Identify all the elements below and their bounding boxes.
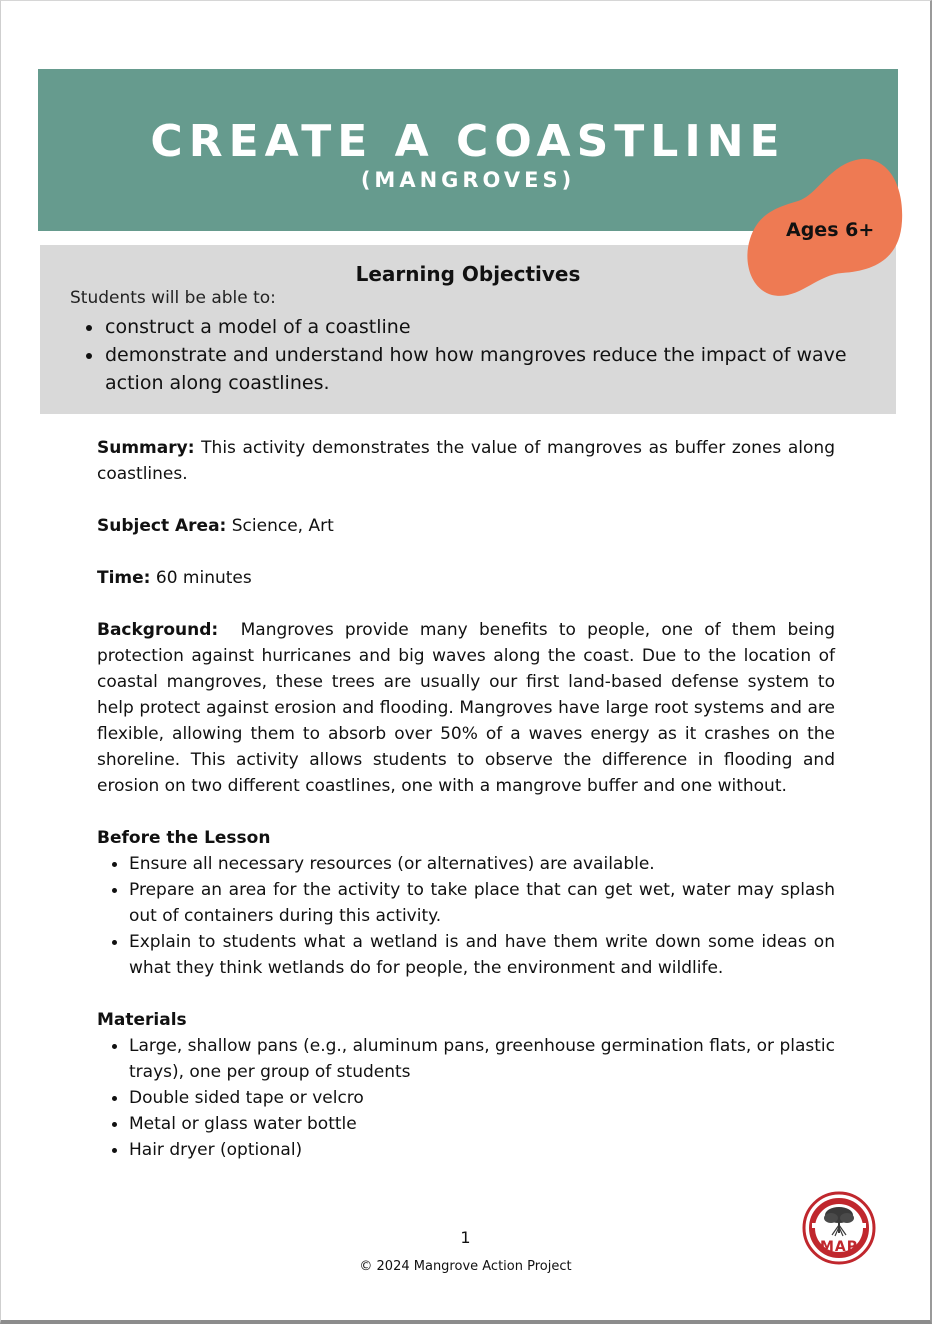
copyright-notice: © 2024 Mangrove Action Project	[359, 1259, 572, 1274]
background-text: Mangroves provide many benefits to people, one of them being protection against hurricanes and big waves along the coast. Due to the location of coastal mangroves, these trees are usually our first land-based defense system to help protect against erosion and flooding. Mangroves have large root systems and are flexible, allowing them to absorb over 50% of a waves energy as it crashes on the shoreline. This activity allows students to observe the difference in flooding and erosion on two different coastlines, one with a mangrove buffer and one without.	[97, 620, 835, 796]
list-item: Hair dryer (optional)	[97, 1137, 835, 1163]
materials-list	[97, 1033, 835, 1163]
objectives-heading: Learning Objectives	[355, 262, 581, 286]
subject-area-text: Science, Art	[231, 516, 334, 536]
lesson-content	[97, 435, 835, 1163]
summary-text: This activity demonstrates the value of mangroves as buffer zones along coastlines.	[97, 438, 835, 484]
age-badge-label: Ages 6+	[786, 219, 875, 241]
time-text: 60 minutes	[155, 568, 252, 588]
list-item: Prepare an area for the activity to take place that can get wet, water may splash out of containers during this activity.	[97, 877, 835, 929]
summary-label: Summary:	[97, 438, 195, 458]
list-item: Ensure all necessary resources (or alternatives) are available.	[97, 851, 835, 877]
background-label: Background:	[97, 620, 219, 640]
page-number: 1	[460, 1228, 471, 1247]
subject-area-label: Subject Area:	[97, 516, 227, 536]
objective-item: construct a model of a coastline	[82, 313, 872, 341]
time-label: Time:	[97, 568, 151, 588]
list-item: Metal or glass water bottle	[97, 1111, 835, 1137]
page-subtitle: (MANGROVES)	[360, 168, 576, 192]
list-item: Large, shallow pans (e.g., aluminum pans, greenhouse germination flats, or plastic trays), one per group of students	[97, 1033, 835, 1085]
list-item: Double sided tape or velcro	[97, 1085, 835, 1111]
objectives-intro: Students will be able to:	[70, 288, 276, 308]
objectives-list	[82, 313, 872, 397]
materials-heading: Materials	[97, 1010, 187, 1030]
subject-area-paragraph	[97, 513, 835, 539]
objective-item: demonstrate and understand how how mangroves reduce the impact of wave action along coastlines.	[82, 341, 872, 397]
before-lesson-list	[97, 851, 835, 981]
summary-paragraph	[97, 435, 835, 487]
time-paragraph	[97, 565, 835, 591]
before-lesson-heading: Before the Lesson	[97, 828, 271, 848]
list-item: Explain to students what a wetland is and have them write down some ideas on what they think wetlands do for people, the environment and wildlife.	[97, 929, 835, 981]
page-title: CREATE A COASTLINE	[150, 116, 786, 167]
logo-text: MAP	[819, 1239, 859, 1255]
background-paragraph	[97, 617, 835, 799]
